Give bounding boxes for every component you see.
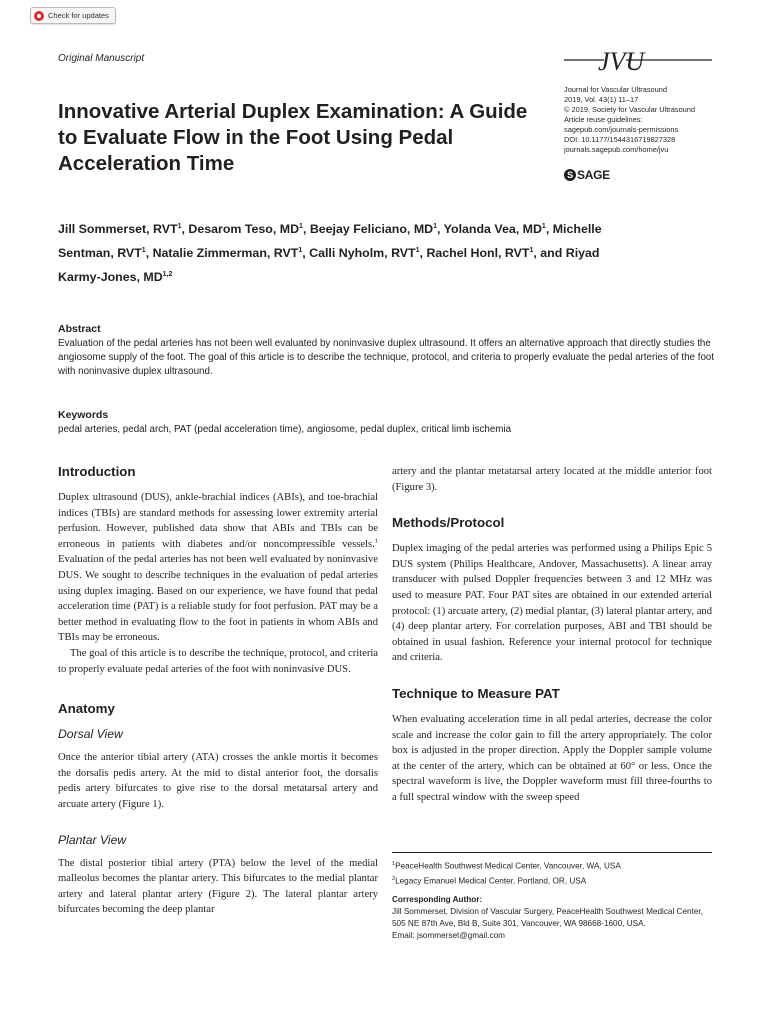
plantar-view-heading: Plantar View bbox=[58, 832, 127, 847]
introduction-paragraph-1 bbox=[58, 490, 378, 646]
affiliation-number: 1 bbox=[392, 861, 396, 867]
author-affiliation-mark: 1 bbox=[177, 223, 182, 230]
crossmark-icon bbox=[34, 11, 44, 21]
author-list bbox=[58, 216, 618, 288]
sage-s-icon: S bbox=[564, 169, 576, 181]
author-separator: , bbox=[437, 222, 444, 237]
affiliation-number: 2 bbox=[392, 875, 396, 882]
author-affiliation-mark: 1 bbox=[141, 247, 146, 255]
article-title: Innovative Arterial Duplex Examination: A Guide to Evaluate Flow in the Foot Using Pedal Acceleration Time bbox=[58, 100, 528, 175]
dorsal-view-heading: Dorsal View bbox=[58, 727, 123, 742]
footnote-divider bbox=[392, 852, 712, 853]
corresponding-author-label: Corresponding Author: bbox=[392, 895, 483, 904]
plantar-view-text: The distal posterior tibial artery (PTA) below the level of the medial malleolus becomes the plantar artery. This bifurcates to the medial plantar artery and lateral plantar artery (Figure 2). The lateral plantar artery bifurcates becoming the deep plantar bbox=[58, 857, 378, 916]
technique-text: When evaluating acceleration time in all pedal arteries, decrease the color scale and increase the color gain to fill the artery appropriately. The color box is adjusted in the proper direction. Apply the Doppler sample volume at the center of the artery, which can be obtained at 60° or less. Once the spectral waveform is live, the Doppler waveform must fill three-fourths to a full spectral window with the sweep speed bbox=[392, 713, 712, 803]
author-affiliation-mark: 1 bbox=[433, 223, 437, 230]
author-name: Beejay Feliciano, MD bbox=[309, 222, 434, 237]
author-name: Desarom Teso, MD bbox=[188, 222, 300, 237]
publisher-name: SAGE bbox=[577, 168, 610, 182]
author-name: Calli Nyholm, RVT bbox=[309, 246, 416, 261]
methods-heading: Methods/Protocol bbox=[392, 515, 505, 531]
journal-meta-line: Article reuse guidelines: bbox=[564, 115, 643, 124]
author-separator: , bbox=[419, 246, 427, 261]
intro-text-a: Duplex ultrasound (DUS), ankle-brachial indices (ABIs), and toe-brachial indices (TBIs) are standard methods for assessing lower extremity arterial perfusion. However, published data show that ABIs and TBIs can be erroneous in patients with diabetes and/or noncompressible vessels. bbox=[58, 492, 378, 550]
author-affiliation-mark: 1 bbox=[299, 223, 303, 230]
introduction-heading: Introduction bbox=[58, 464, 136, 479]
author-name: Jill Sommerset, RVT bbox=[58, 222, 178, 237]
author-separator: , bbox=[302, 246, 310, 261]
methods-text: Duplex imaging of the pedal arteries was performed using a Philips Epic 5 DUS system (Philips Healthcare, Andover, Massachusetts). A linear array transducer with pulsed Doppler frequencies between 3 and 12 MHz was used to measure PAT. Four PAT sites are obtained in our extended arterial protocol: (1) arcuate artery, (2) medial plantar, (3) lateral plantar artery, and (4) deep plantar artery. For correlation purposes, ABI and TBI should be obtained in usual fashion. Reference your internal protocol for technique and criteria. bbox=[392, 543, 712, 664]
journal-meta-line: Journal for Vascular Ultrasound bbox=[564, 85, 667, 94]
journal-logo bbox=[564, 40, 712, 76]
check-for-updates-button[interactable] bbox=[30, 7, 116, 24]
author-name: Michelle Sentman, RVT bbox=[58, 222, 602, 261]
author-affiliation-mark: 1 bbox=[415, 247, 420, 255]
technique-heading: Technique to Measure PAT bbox=[392, 685, 560, 701]
plantar-view-continued: artery and the plantar metatarsal artery located at the middle anterior foot (Figure 3). bbox=[392, 466, 712, 493]
check-for-updates-label: Check for updates bbox=[48, 11, 109, 20]
dorsal-view-text: Once the anterior tibial artery (ATA) crosses the ankle mortis it becomes the dorsalis pedis artery. At the mid to distal anterior foot, the dorsalis pedis artery bifurcates to give rise to the dorsal metatarsal artery and arcuate artery (Figure 1). bbox=[58, 752, 378, 810]
intro-text-b: Evaluation of the pedal arteries has not been well evaluated by noninvasive DUS. We sought to describe techniques in the evaluation of pedal arteries using duplex imaging. Based on our experience, we have found that pedal acceleration time (PAT) is a reliable study for foot perfusion. PAT may be a better method in evaluating flow to the foot in patients in whom ABIs and TBIs may be erroneous. bbox=[58, 554, 378, 644]
author-affiliation-mark: 1,2 bbox=[162, 271, 173, 279]
author-separator: , bbox=[545, 222, 553, 237]
journal-meta-line: © 2019, Society for Vascular Ultrasound bbox=[564, 105, 696, 114]
journal-meta-line: sagepub.com/journals-permissions bbox=[564, 125, 679, 134]
author-separator: , bbox=[302, 222, 310, 237]
keywords bbox=[58, 408, 718, 437]
author-separator: , bbox=[181, 222, 189, 237]
anatomy-heading: Anatomy bbox=[58, 701, 115, 717]
affiliation-item bbox=[392, 858, 712, 873]
journal-meta-line: DOI: 10.1177/1544316719827328 bbox=[564, 135, 676, 144]
author-separator: , and bbox=[533, 246, 566, 261]
author-name: Natalie Zimmerman, RVT bbox=[152, 246, 299, 261]
author-affiliation-mark: 1 bbox=[529, 247, 534, 255]
journal-meta-line: 2019, Vol. 43(1) 11–17 bbox=[564, 95, 639, 104]
manuscript-type: Original Manuscript bbox=[58, 53, 145, 64]
left-column bbox=[58, 464, 378, 918]
keywords-text: pedal arteries, pedal arch, PAT (pedal acceleration time), angiosome, pedal duplex, critical limb ischemia bbox=[58, 424, 512, 435]
author-name: Rachel Honl, RVT bbox=[426, 246, 530, 261]
journal-meta bbox=[564, 85, 724, 155]
right-column bbox=[392, 464, 712, 806]
journal-logo-text: JVU bbox=[598, 47, 645, 76]
affiliations bbox=[392, 858, 712, 887]
journal-meta-line: journals.sagepub.com/home/jvu bbox=[564, 145, 669, 154]
introduction-paragraph-2: The goal of this article is to describe the technique, protocol, and criteria to properly evaluate pedal arteries of the foot with noninvasive DUS. bbox=[58, 647, 378, 675]
author-separator: , bbox=[145, 246, 153, 261]
affiliation-text: PeaceHealth Southwest Medical Center, Vancouver, WA, USA bbox=[395, 861, 621, 871]
citation-ref[interactable]: 1 bbox=[374, 537, 378, 545]
corresponding-author-email[interactable]: Email: jsommerset@gmail.com bbox=[392, 931, 505, 940]
sage-logo bbox=[564, 168, 610, 182]
corresponding-author bbox=[392, 894, 717, 942]
abstract bbox=[58, 322, 718, 379]
author-affiliation-mark: 1 bbox=[541, 223, 546, 230]
affiliation-text: Legacy Emanuel Medical Center, Portland, OR, USA bbox=[395, 876, 587, 886]
author-name: Riyad Karmy-Jones, MD bbox=[58, 246, 600, 285]
author-affiliation-mark: 1 bbox=[298, 247, 303, 255]
author-name: Yolanda Vea, MD bbox=[443, 222, 542, 237]
keywords-label: Keywords bbox=[58, 409, 109, 421]
abstract-label: Abstract bbox=[58, 323, 101, 335]
abstract-text: Evaluation of the pedal arteries has not been well evaluated by noninvasive duplex ultrasound. It offers an alternative approach that directly studies the angiosome supply of the foot. The goal of this article is to describe the technique, protocol, and criteria to properly evaluate the pedal arteries of the foot with noninvasive duplex ultrasound. bbox=[58, 338, 715, 377]
corresponding-author-address: Jill Sommerset, Division of Vascular Surgery, PeaceHealth Southwest Medical Center, 505 NE 87th Ave, Bld B, Suite 301, Vancouver, WA 98668-1600, USA. bbox=[392, 907, 703, 928]
affiliation-item bbox=[392, 873, 712, 888]
